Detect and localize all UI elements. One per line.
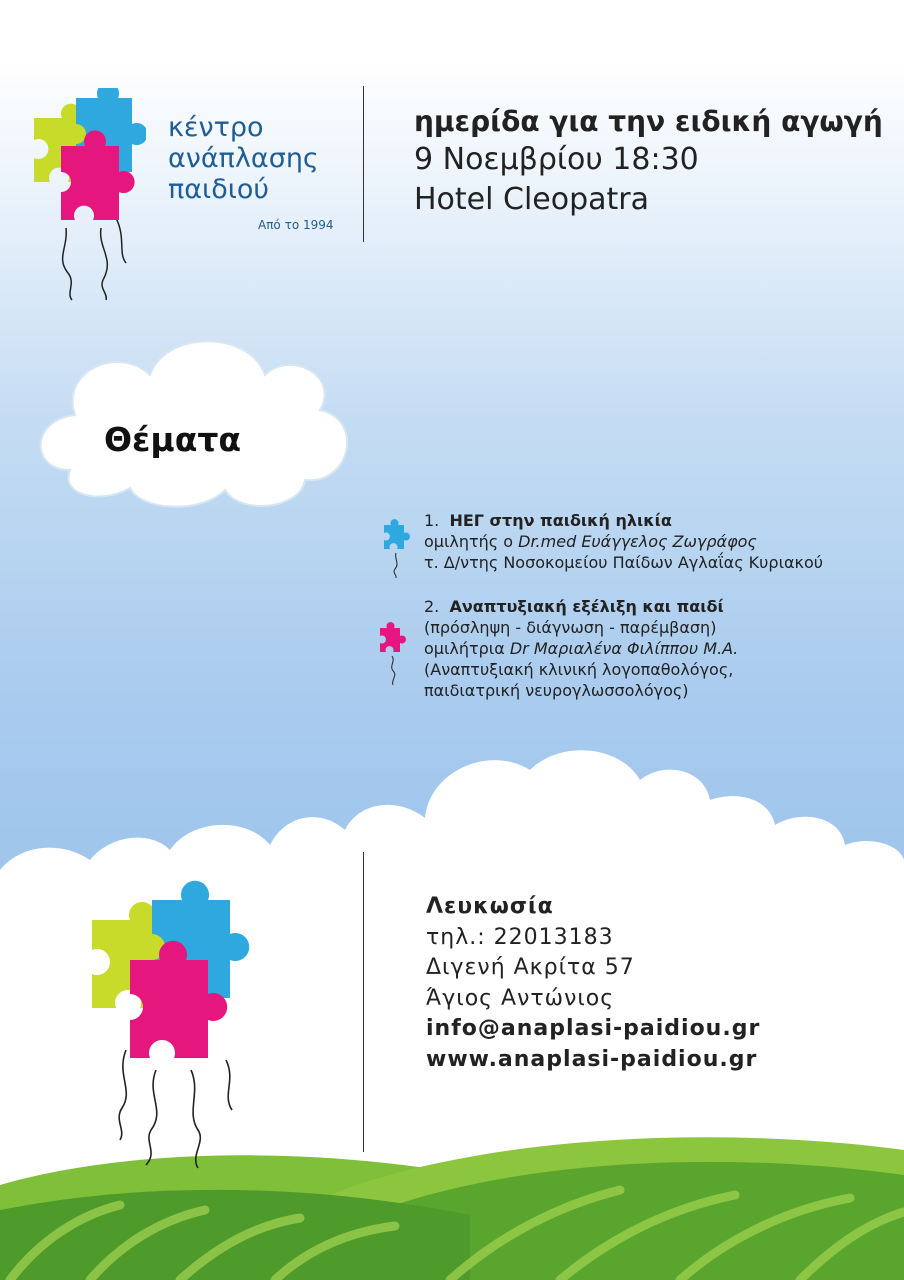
- topic-1-speaker-prefix: ομιλητής ο: [424, 532, 519, 551]
- divider-bottom: [363, 852, 364, 1152]
- contact-info: [426, 892, 760, 1075]
- contact-website[interactable]: www.anaplasi-paidiou.gr: [426, 1046, 758, 1072]
- topic-2-subtitle: (πρόσληψη - διάγνωση - παρέμβαση): [424, 618, 717, 637]
- topic-1-speaker: Dr.med Ευάγγελος Ζωγράφος: [518, 532, 757, 551]
- contact-city: Λευκωσία: [426, 894, 554, 919]
- logo-since: Από το 1994: [258, 218, 334, 232]
- topic-2-title: Αναπτυξιακή εξέλιξη και παιδί: [449, 597, 724, 616]
- topic-2-role-line-1: (Αναπτυξιακή κλινική λογοπαθολόγος,: [424, 660, 734, 679]
- puzzle-balloon-cluster-icon: [86, 880, 271, 1170]
- topic-1-number: 1.: [424, 511, 440, 530]
- contact-phone: τηλ.: 22013183: [426, 924, 614, 950]
- contact-street: Διγενή Ακρίτα 57: [426, 955, 635, 980]
- logo-line-1: κέντρο: [168, 112, 264, 143]
- puzzle-balloon-bullet-icon: [380, 517, 414, 579]
- topic-2-role-line-2: παιδιατρική νευρογλωσσολόγος): [424, 681, 689, 700]
- event-venue: Hotel Cleopatra: [414, 182, 650, 217]
- topic-2-speaker-prefix: ομιλήτρια: [424, 639, 510, 658]
- contact-email[interactable]: info@anaplasi-paidiou.gr: [426, 1016, 761, 1041]
- contact-area: Άγιος Αντώνιος: [426, 985, 615, 1011]
- topic-1-title: ΗΕΓ στην παιδική ηλικία: [449, 511, 672, 530]
- topic-item-1: [424, 510, 823, 573]
- puzzle-balloon-bullet-icon-2: [376, 620, 410, 686]
- event-date: 9 Νοεμβρίου 18:30: [414, 142, 699, 177]
- topic-item-2: [424, 596, 738, 701]
- topic-2-speaker: Dr Μαριαλένα Φιλίππου Μ.Α.: [509, 639, 739, 658]
- puzzle-balloon-logo-icon: [26, 88, 146, 303]
- topic-1-role: τ. Δ/ντης Νοσοκομείου Παίδων Αγλαΐας Κυριακού: [424, 553, 824, 572]
- logo-line-2: ανάπλασης: [168, 143, 319, 174]
- logo-line-3: παιδιού: [168, 174, 269, 205]
- topics-heading: Θέματα: [104, 420, 242, 459]
- divider-top: [363, 86, 364, 242]
- logo-wordmark: [168, 112, 319, 205]
- event-title: ημερίδα για την ειδική αγωγή: [414, 105, 883, 138]
- topic-2-number: 2.: [424, 597, 440, 616]
- event-info: [414, 104, 883, 220]
